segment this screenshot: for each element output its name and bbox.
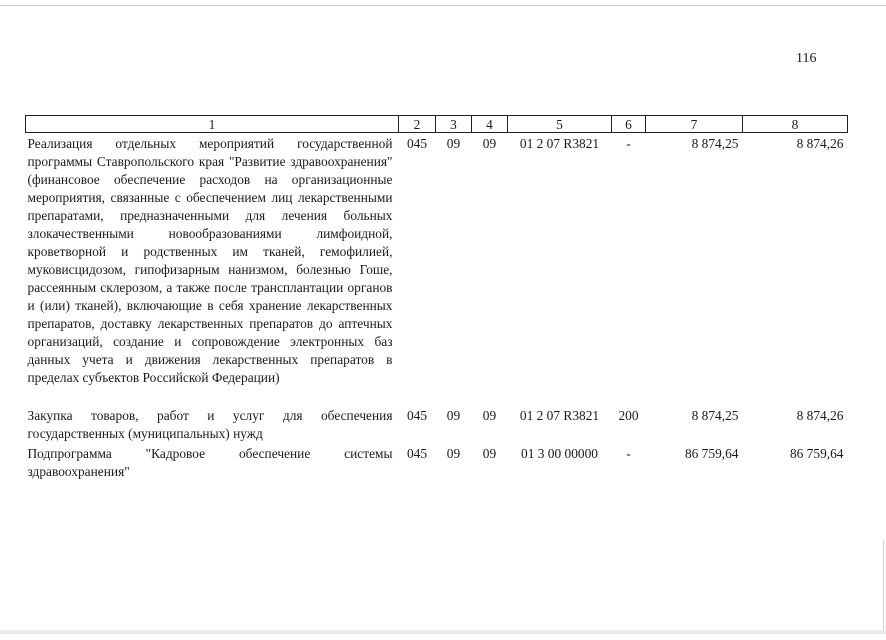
table-header xyxy=(26,116,848,133)
page-number: 116 xyxy=(796,51,817,66)
row-section: 09 xyxy=(446,408,461,423)
row-subsection: 09 xyxy=(482,446,497,461)
scan-edge-top xyxy=(0,5,886,6)
header-col-2: 2 xyxy=(399,116,436,133)
budget-table xyxy=(25,115,848,481)
row-amount-col7: 8 874,25 xyxy=(691,136,739,151)
header-col-1: 1 xyxy=(26,116,399,133)
table-row xyxy=(26,443,848,481)
row-expense-type: - xyxy=(626,446,631,461)
row-target-article: 01 2 07 R3821 xyxy=(519,408,600,423)
row-target-article: 01 3 00 00000 xyxy=(521,446,598,461)
row-amount-col8: 8 874,26 xyxy=(796,408,844,423)
row-amount-col7: 86 759,64 xyxy=(684,446,739,461)
row-expense-type: 200 xyxy=(618,408,639,423)
row-name: Реализация отдельных мероприятий государственной программы Ставропольского края "Развитие здравоохранения" (финансовое обеспечение расходов на организационные мероприятия, связанные с обеспечением лиц лекарственными препаратами, предназначенными для лечения больных злокачественными новообразованиями лимфоидной, кроветворной и родственных им тканей, гемофилией, муковисцидозом, гипофизарным нанизмом, болезнью Гоше, рассеянным склерозом, а также после трансплантации органов и (или) тканей), включающие в себя хранение лекарственных препаратов, доставку лекарственных препаратов до аптечных организаций, создание и сопровождение электронных баз данных учета и движения лекарственных препаратов в пределах субъектов Российской Федерации) xyxy=(27,136,393,385)
table-row xyxy=(26,405,848,443)
header-col-4: 4 xyxy=(472,116,508,133)
row-amount-col8: 86 759,64 xyxy=(789,446,844,461)
header-col-8: 8 xyxy=(743,116,848,133)
table-body xyxy=(26,133,848,482)
row-name: Закупка товаров, работ и услуг для обеспечения государственных (муниципальных) нужд xyxy=(27,408,393,441)
row-amount-col8: 8 874,26 xyxy=(796,136,844,151)
row-ministry-code: 045 xyxy=(406,408,428,423)
row-name: Подпрограмма "Кадровое обеспечение системы здравоохранения" xyxy=(27,446,393,479)
header-col-3: 3 xyxy=(436,116,472,133)
row-section: 09 xyxy=(446,446,461,461)
row-target-article: 01 2 07 R3821 xyxy=(519,136,600,151)
row-expense-type: - xyxy=(626,136,631,151)
row-subsection: 09 xyxy=(482,136,497,151)
row-subsection: 09 xyxy=(482,408,497,423)
table-row xyxy=(26,133,848,388)
header-col-6: 6 xyxy=(612,116,646,133)
scan-edge-bottom xyxy=(0,630,886,634)
header-col-5: 5 xyxy=(508,116,612,133)
row-ministry-code: 045 xyxy=(406,136,428,151)
row-ministry-code: 045 xyxy=(406,446,428,461)
row-spacer xyxy=(26,387,848,405)
header-col-7: 7 xyxy=(646,116,743,133)
header-row xyxy=(26,116,848,133)
row-section: 09 xyxy=(446,136,461,151)
scan-edge-right xyxy=(883,540,884,630)
row-amount-col7: 8 874,25 xyxy=(691,408,739,423)
